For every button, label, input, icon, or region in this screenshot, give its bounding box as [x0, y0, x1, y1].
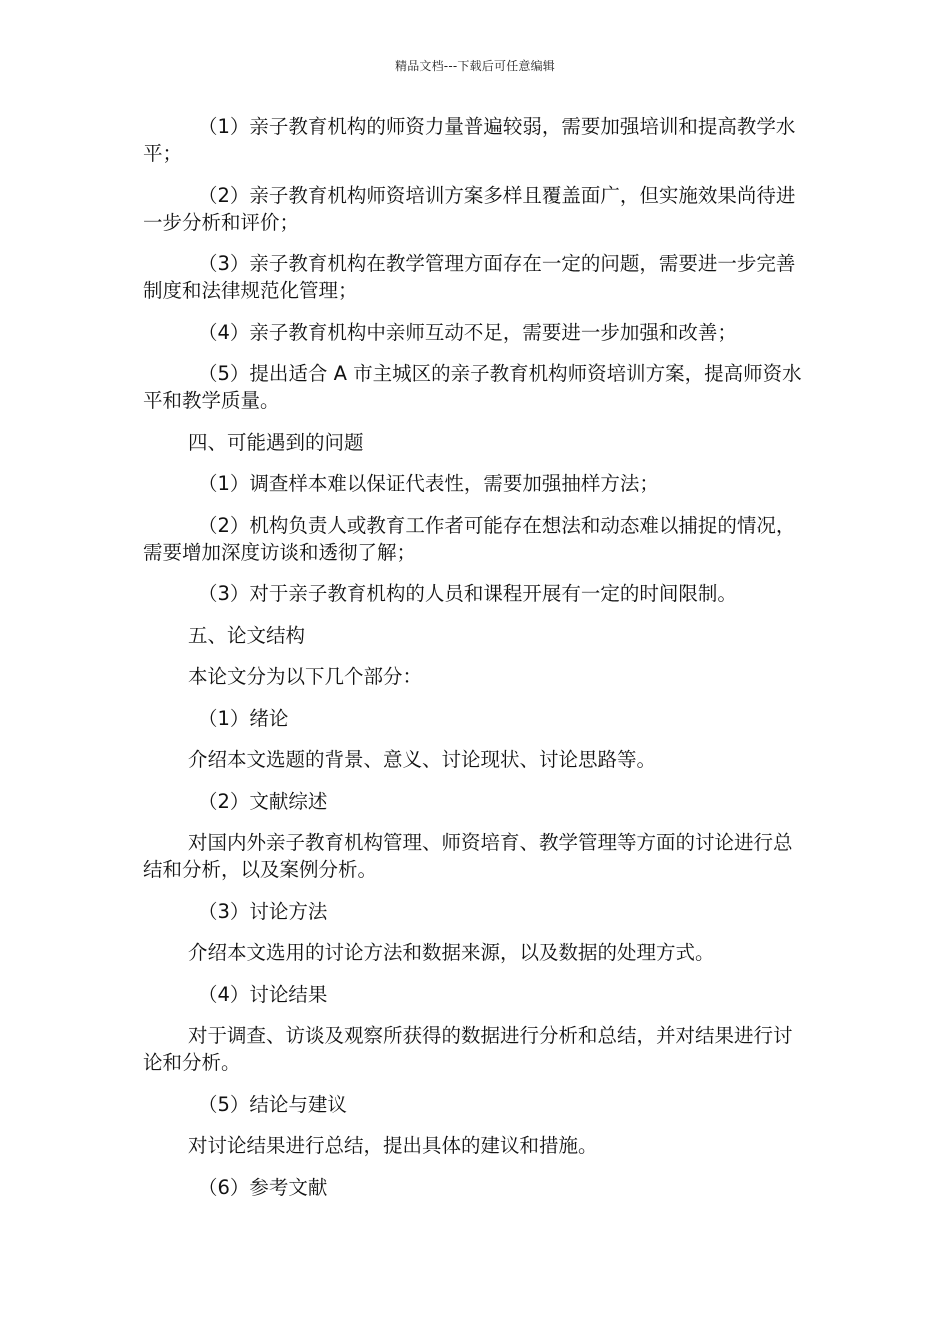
paragraph: （2）机构负责人或教育工作者可能存在想法和动态难以捕捉的情况，需要增加深度访谈和透彻了解； [143, 513, 796, 564]
paragraph: （3）对于亲子教育机构的人员和课程开展有一定的时间限制。 [198, 582, 737, 605]
paragraph: （5）提出适合 A 市主城区的亲子教育机构师资培训方案，提高师资水平和教学质量。 [143, 362, 802, 412]
paragraph: 介绍本文选用的讨论方法和数据来源，以及数据的处理方式。 [188, 941, 715, 964]
paragraph: （1）亲子教育机构的师资力量普遍较弱，需要加强培训和提高教学水平； [143, 115, 796, 165]
subsection-heading: （5）结论与建议 [198, 1092, 347, 1116]
subsection-heading: （6）参考文献 [198, 1175, 328, 1199]
section-heading: 四、可能遇到的问题 [188, 430, 364, 454]
paragraph: 介绍本文选题的背景、意义、讨论现状、讨论思路等。 [188, 748, 657, 771]
paragraph: （4）亲子教育机构中亲师互动不足，需要进一步加强和改善； [198, 320, 737, 344]
section-heading: 五、论文结构 [188, 623, 306, 647]
paragraph: （3）亲子教育机构在教学管理方面存在一定的问题，需要进一步完善制度和法律规范化管理； [143, 252, 796, 302]
page-header: 精品文档---下载后可任意编辑 [395, 59, 555, 73]
paragraph: （2）亲子教育机构师资培训方案多样且覆盖面广，但实施效果尚待进一步分析和评价； [143, 183, 796, 234]
subsection-heading: （1）绪论 [198, 706, 289, 730]
paragraph: 对国内外亲子教育机构管理、师资培育、教学管理等方面的讨论进行总结和分析，以及案例分析。 [143, 831, 793, 881]
document-body [143, 113, 811, 1215]
paragraph: 对讨论结果进行总结，提出具体的建议和措施。 [188, 1134, 598, 1157]
subsection-heading: （4）讨论结果 [198, 982, 328, 1006]
paragraph: （1）调查样本难以保证代表性，需要加强抽样方法； [198, 472, 659, 495]
subsection-heading: （2）文献综述 [198, 789, 328, 813]
paragraph: 对于调查、访谈及观察所获得的数据进行分析和总结，并对结果进行讨论和分析。 [143, 1024, 793, 1074]
subsection-heading: （3）讨论方法 [198, 899, 328, 923]
paragraph: 本论文分为以下几个部分： [188, 665, 423, 688]
